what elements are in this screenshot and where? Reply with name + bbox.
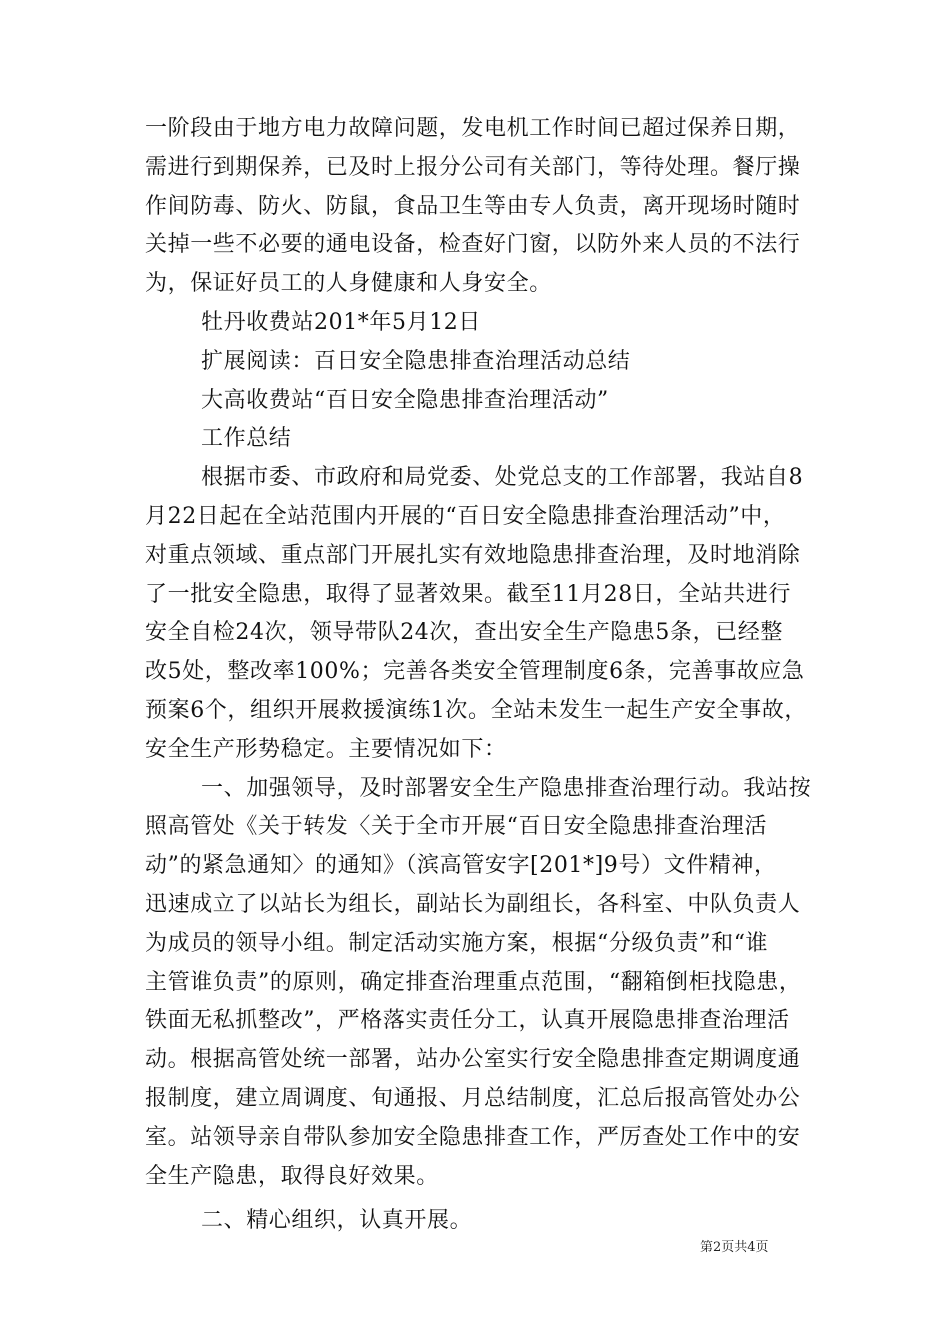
text-line: 动。根据高管处统一部署，站办公室实行安全隐患排查定期调度通: [145, 1047, 801, 1073]
text-line: 报制度，建立周调度、旬通报、月总结制度，汇总后报高管处办公: [145, 1085, 801, 1111]
text-line: 照高管处《关于转发〈关于全市开展“百日安全隐患排查治理活: [145, 814, 768, 840]
text-line: 一、加强领导，及时部署安全生产隐患排查治理行动。我站按: [201, 775, 812, 801]
paragraph-section-1: [145, 770, 810, 1197]
text-line: 动”的紧急通知〉的通知》（滨高管安字[201*]9号）文件精神，: [145, 853, 777, 879]
page-indicator: 第2页共4页: [700, 1240, 769, 1255]
text-line: 为成员的领导小组。制定活动实施方案，根据“分级负责”和“谁: [145, 930, 769, 956]
text-line: 月22日起在全站范围内开展的“百日安全隐患排查治理活动”中，: [145, 503, 786, 529]
document-body: [145, 110, 810, 1241]
paragraph-overview: [145, 459, 810, 769]
summary-title-line-2: 工作总结: [201, 426, 292, 452]
signature-line: 牡丹收费站201*年5月12日: [201, 309, 481, 335]
text-line: 作间防毒、防火、防鼠，食品卫生等由专人负责，离开现场时随时: [145, 193, 801, 219]
text-line: 安全自检24次，领导带队24次，查出安全生产隐患5条，已经整: [145, 620, 783, 646]
summary-title-line-1: 大高收费站“百日安全隐患排查治理活动”: [201, 387, 609, 413]
text-line: 一阶段由于地方电力故障问题，发电机工作时间已超过保养日期，: [145, 116, 801, 141]
text-line: 需进行到期保养，已及时上报分公司有关部门，等待处理。餐厅操: [145, 154, 801, 180]
extended-reading-line: 扩展阅读：百日安全隐患排查治理活动总结: [201, 348, 631, 374]
text-line: 迅速成立了以站长为组长，副站长为副组长，各科室、中队负责人: [145, 891, 801, 917]
paragraph-generator-maintenance: [145, 110, 810, 304]
text-line: 主管谁负责”的原则，确定排查治理重点范围，“翻箱倒柜找隐患，: [145, 969, 802, 995]
text-line: 安全生产形势稳定。主要情况如下：: [145, 736, 507, 762]
text-line: 了一批安全隐患，取得了显著效果。截至11月28日，全站共进行: [145, 581, 791, 607]
text-line: 为，保证好员工的人身健康和人身安全。: [145, 271, 552, 297]
text-line: 铁面无私抓整改”，严格落实责任分工，认真开展隐患排查治理活: [145, 1008, 790, 1034]
text-line: 改5处，整改率100%；完善各类安全管理制度6条，完善事故应急: [145, 659, 805, 685]
text-line: 全生产隐患，取得良好效果。: [145, 1163, 439, 1189]
text-line: 预案6个，组织开展救援演练1次。全站未发生一起生产安全事故，: [145, 697, 807, 723]
text-line: 关掉一些不必要的通电设备，检查好门窗，以防外来人员的不法行: [145, 232, 801, 258]
text-line: 室。站领导亲自带队参加安全隐患排查工作，严厉查处工作中的安: [145, 1124, 801, 1150]
text-line: 根据市委、市政府和局党委、处党总支的工作部署，我站自8: [201, 465, 804, 491]
text-line: 对重点领域、重点部门开展扎实有效地隐患排查治理，及时地消除: [145, 542, 801, 568]
section-2-heading: 二、精心组织，认真开展。: [201, 1208, 473, 1234]
